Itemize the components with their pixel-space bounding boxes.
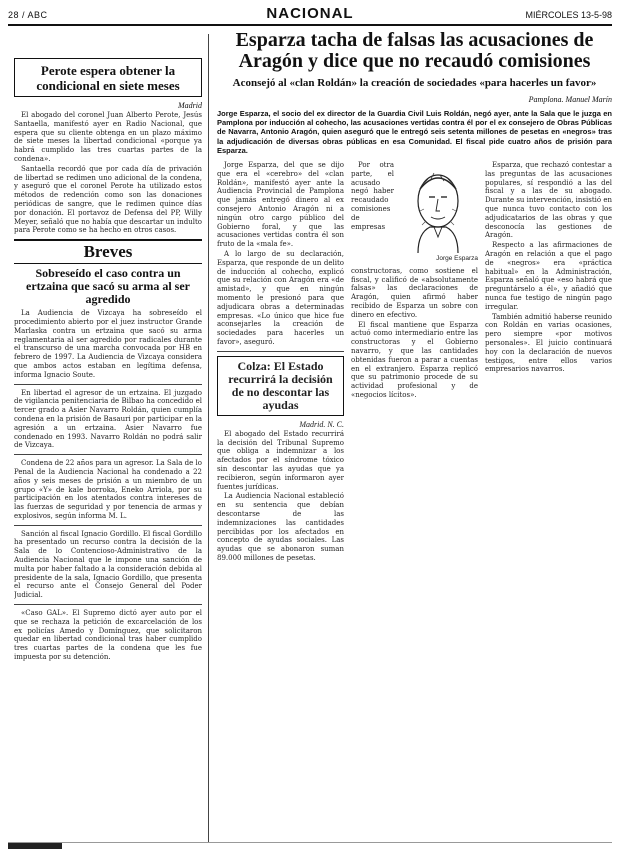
paragraph: El abogado del coronel Juan Alberto Perote, Jesús Santaella, manifestó ayer en Radio Nacional, que espera que su cliente obtenga en un plazo máximo de siete meses la libertad condicional «porque ya habrá cumplido las tres cuartas partes de la condena». <box>14 111 202 163</box>
paragraph: Por otra parte, el acusado negó haber recaudado comisiones de empresas constructoras, como sostiene el fiscal, y calificó de «absolutamente falsas» las declaraciones de Aragón, quien afirmó haber recibido de Esparza un sobre con dinero en efectivo. <box>351 161 478 319</box>
divider <box>14 454 202 455</box>
paragraph: También admitió haberse reunido con Roldán en varias ocasiones, pero siempre «por motivos personales». El juicio continuará hoy con la declaración de nuevos testigos, entre ellos varios empresarios navarros. <box>485 312 612 374</box>
breve-body <box>14 309 202 379</box>
divider <box>14 604 202 605</box>
paragraph: En libertad el agresor de un ertzaina. El juzgado de vigilancia penitenciaria de Bilbao ha concedido el tercer grado a Asier Navarro Roldán, quien cumplía condena en la prisión de Basauri por participar en la agresión a un ertzaina. Asier Navarro fue condenado en 1993. Navarro Roldán no podrá salir de Vizcaya. <box>14 388 202 450</box>
paragraph: El fiscal mantiene que Esparza actuó como intermediario entre las constructoras y el Gobierno navarro, y que las cantidades obtenidas fueron a parar a cuentas en el extranjero. Esparza replicó que su patrimonio procede de su actividad profesional y de «negocios lícitos». <box>351 320 478 399</box>
paragraph: Respecto a las afirmaciones de Aragón en relación a que el pago de «negros» era «práctica habitual» en la Administración, Esparza señaló que «eso habrá que preguntárselo a él», y añadió que nunca fue testigo de ningún pago irregular. <box>485 241 612 311</box>
paragraph: El abogado del Estado recurrirá la decisión del Tribunal Supremo que obliga a indemnizar a los afectados por el síndrome tóxico sin descontar las ayudas que ya recibieron, según informaron ayer fuentes jurídicas. <box>217 429 344 491</box>
perote-headline: Perote espera obtener la condicional en siete meses <box>36 63 180 93</box>
brief-item <box>14 530 202 600</box>
article-column-1 <box>217 161 344 564</box>
portrait-illustration <box>398 161 478 253</box>
colza-box <box>217 356 344 416</box>
paragraph: Santaella recordó que por cada día de privación de libertad se redimen uno adicional de la condena, y aseguró que el coronel Perote ha utilizado estos métodos de redención como son las donaciones periódicas de sangre, que le redimen quince días por donación. El portavoz de Defensa del PP, Willy Meyer, señaló que no había que descartar un indulto para Perote como se ha hecho en otros casos. <box>14 164 202 235</box>
divider <box>14 384 202 385</box>
main-credit: Pamplona. Manuel Marín <box>528 95 612 104</box>
article-columns <box>217 161 612 564</box>
issue-date: MIÉRCOLES 13-5-98 <box>525 10 612 20</box>
paragraph: La Audiencia Nacional estableció en su sentencia que debían descontarse de las indemnizaciones las cantidades percibidas por los afectados en concepto de ayudas sociales. Las ayudas que se abonaron suman 89.000 millones de pesetas. <box>217 492 344 562</box>
paragraph: «Caso GAL». El Supremo dictó ayer auto por el que se rechaza la petición de excarcelación de los ex policías Amedo y Domínguez, que solicitaron quedar en libertad condicional tras haber cumplido tres cuartas partes de la condena que les fue impuesta por su detención. <box>14 609 202 662</box>
divider <box>217 351 344 352</box>
perote-body <box>14 111 202 235</box>
main-headline: Esparza tacha de falsas las acusaciones de Aragón y dice que no recaudó comisiones <box>235 30 594 72</box>
photo-caption: Jorge Esparza <box>436 255 478 263</box>
article-column-3 <box>485 161 612 564</box>
main-article <box>217 30 612 842</box>
column-separator <box>208 34 209 842</box>
main-subhead: Aconsejó al «clan Roldán» la creación de sociedades «para hacerles un favor» <box>232 77 597 89</box>
article-column-2 <box>351 161 478 564</box>
colza-headline: Colza: El Estado recurrirá la decisión de no descontar las ayudas <box>228 358 333 412</box>
perote-article <box>14 58 202 97</box>
brief-item <box>14 459 202 521</box>
page-footer-bar <box>8 843 62 849</box>
paragraph: La Audiencia de Vizcaya ha sobreseído el procedimiento abierto por el juez instructor Grande Marlaska contra un ertzaina que sacó su arma reglamentaria al ser agredido por radicales durante el transcurso de una marcha convocada por HB en febrero de 1997. La Audiencia de Vizcaya considera que ambos actos estaban en legítima defensa, informa Ignacio Soute. <box>14 309 202 379</box>
paragraph: A lo largo de su declaración, Esparza, que responde de un delito de inducción al cohecho, explicó que su relación con Aragón era «de amistad», y que en ningún momento le presionó para que adjudicara obras a determinadas empresas. «Lo único que hice fue aconsejarles la creación de sociedades para hacerles un favor», aseguró. <box>217 249 344 346</box>
paragraph: Jorge Esparza, del que se dijo que era el «cerebro» del «clan Roldán», manifestó ayer ante la Audiencia Provincial de Pamplona que jamás entregó dinero al ex consejero Antonio Aragón ni a ningún otro cargo público del Gobierno foral, y que las acusaciones vertidas contra él son fruto de la «mala fe». <box>217 161 344 249</box>
brief-item <box>14 389 202 451</box>
main-lead: Jorge Esparza, el socio del ex director de la Guardia Civil Luis Roldán, negó ayer, ante la Sala que le juzga en Pamplona por inducción al cohecho, las acusaciones vertidas contra él por el ex consejero de Obras Públicas de Navarra, Antonio Aragón, quien aseguró que le entregó seis setenta millones de pesetas en «negros» tras la adjudicación de diversas obras públicas en esa Comunidad. El fiscal pide cuatro años de prisión para Esparza. <box>217 109 612 155</box>
brief-item <box>14 609 202 662</box>
breves-title: Breves <box>14 239 202 264</box>
perote-credit: Madrid <box>178 101 202 110</box>
paragraph: Condena de 22 años para un agresor. La Sala de lo Penal de la Audiencia Nacional ha condenado a 22 años y seis meses de prisión a un miembro de un grupo «Y» de kale borroka, Eneko Arriola, por su participación en los atentados contra intereses de las fuerzas de seguridad y por tenencia de armas y explosivos, según informa M. L. <box>14 459 202 520</box>
divider <box>14 525 202 526</box>
colza-credit: Madrid. N. C. <box>299 419 344 429</box>
paragraph: Sanción al fiscal Ignacio Gordillo. El fiscal Gordillo ha presentado un recurso contra la decisión de la Sala de lo Contencioso-Administrativo de la Audiencia Nacional que le impone una sanción de multa por haber faltado a la consideración debida al presidente de la sala, Ignacio Gordillo, que presenta el recurso ante el Consejo General del Poder Judicial. <box>14 529 202 600</box>
section-title: NACIONAL <box>266 5 354 22</box>
portrait-figure <box>398 161 478 264</box>
paragraph: Esparza, que rechazó contestar a las preguntas de las acusaciones populares, sí respondió a las del fiscal y a las de su abogado. Durante su intervención, insistió en que nunca tuvo contacto con los adjudicatarios de las obras y que desconocía las gestiones de Aragón. <box>485 161 612 240</box>
page-footer-rule <box>8 842 612 843</box>
breve-headline: Sobreseído el caso contra un ertzaina que sacó su arma al ser agredido <box>26 266 190 307</box>
page-number: 28 / ABC <box>8 10 48 20</box>
left-column <box>14 58 202 842</box>
page-header <box>8 4 612 26</box>
